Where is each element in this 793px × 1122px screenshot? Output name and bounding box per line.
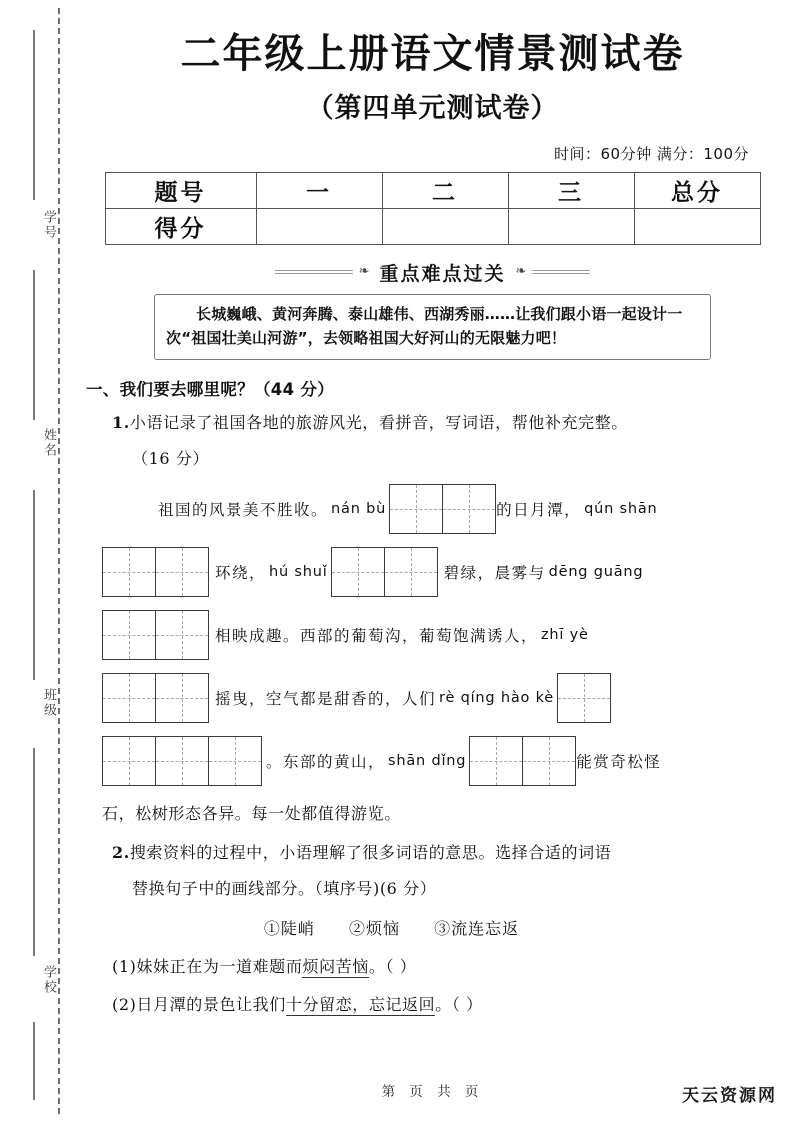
grid-cell[interactable] — [103, 548, 156, 596]
row-4-text-before: 摇曳，空气都是甜香的，人们 — [215, 690, 437, 709]
intro-scenario-box — [154, 294, 711, 360]
score-table-row-label: 得分 — [105, 209, 256, 245]
dashed-cut-line — [58, 8, 60, 1114]
leaf-icon: ❧ — [358, 264, 370, 280]
grid-cell[interactable] — [332, 548, 385, 596]
score-table-header-3: 三 — [508, 173, 634, 209]
question-2-text-1: 搜索资料的过程中，小语理解了很多词语的意思。选择合适的词语 — [129, 843, 612, 863]
answer-grid-box[interactable] — [102, 673, 209, 723]
grid-cell[interactable] — [156, 737, 209, 785]
ornament-title: 重点难点过关 — [379, 263, 506, 286]
row-1-pinyin-before: nán bù — [331, 501, 387, 518]
intro-paragraph: 长城巍峨、黄河奔腾、泰山雄伟、西湖秀丽……让我们跟小语一起设计一次“祖国壮美山河游”，去领略祖国大好河山的无限魅力吧！ — [166, 305, 683, 348]
answer-grid-box[interactable] — [331, 547, 438, 597]
binding-rule-segment — [33, 490, 35, 680]
question-2-stem-line-2: 替换句子中的画线部分。（填序号)(6 分） — [132, 878, 437, 898]
table-row — [105, 209, 760, 245]
binding-edge-margin — [0, 0, 72, 1122]
answer-grid-box[interactable] — [557, 673, 611, 723]
answer-grid-box[interactable] — [389, 484, 496, 534]
pinyin-row-5 — [86, 736, 767, 786]
item-2-prefix: (2)日月潭的景色让我们 — [112, 994, 286, 1014]
binding-rule-segment — [33, 270, 35, 420]
item-2-end: ） — [466, 994, 483, 1014]
question-1-stem — [86, 411, 767, 436]
exam-paper-page — [72, 0, 793, 1122]
score-table — [105, 172, 761, 245]
grid-cell[interactable] — [103, 737, 156, 785]
item-1-prefix: (1)妹妹正在为一道难题而 — [112, 956, 303, 976]
ornament-rule-left — [275, 270, 353, 276]
question-1-score: （16 分） — [132, 448, 210, 468]
grid-cell[interactable] — [209, 737, 261, 785]
choice-option-3[interactable]: ③流连忘返 — [434, 918, 520, 938]
question-2-item-2 — [86, 992, 767, 1015]
grid-cell[interactable] — [390, 485, 443, 533]
row-1-pinyin-after: qún shān — [584, 501, 658, 518]
section-ornament-heading — [163, 259, 703, 286]
binding-label-student-id: 学号 — [41, 210, 56, 240]
choice-option-2[interactable]: ②烦恼 — [348, 918, 400, 938]
question-2-number: 2. — [112, 843, 130, 863]
grid-cell[interactable] — [443, 485, 495, 533]
grid-cell[interactable] — [385, 548, 437, 596]
item-2-underlined-phrase: 十分留恋，忘记返回 — [285, 994, 436, 1014]
table-row — [105, 173, 760, 209]
pinyin-row-4 — [86, 673, 767, 723]
score-cell-total[interactable] — [634, 209, 760, 245]
score-cell-1[interactable] — [256, 209, 382, 245]
grid-cell[interactable] — [156, 674, 208, 722]
pinyin-row-1 — [86, 484, 767, 534]
section-one-heading: 一、我们要去哪里呢？（44 分） — [86, 379, 335, 399]
row-4-pinyin-before: rè qíng hào kè — [439, 690, 554, 707]
question-1-tail-line: 石，松树形态各异。每一处都值得游览。 — [102, 804, 401, 824]
row-2-text-after: 碧绿，晨雾与 — [443, 564, 546, 583]
question-2-item-1 — [86, 954, 767, 977]
score-table-row-label: 题号 — [105, 173, 256, 209]
row-1-text-before: 祖国的风景美不胜收。 — [158, 501, 329, 520]
item-1-suffix: 。（ — [368, 956, 395, 976]
item-1-underlined-phrase: 烦闷苦恼 — [302, 956, 369, 976]
grid-cell[interactable] — [470, 737, 523, 785]
page-footer: 第 页 共 页 — [381, 1084, 484, 1100]
binding-rule-segment — [33, 1022, 35, 1100]
row-5-text-before: 。东部的黄山， — [266, 753, 386, 772]
choice-option-1[interactable]: ①陡峭 — [263, 918, 315, 938]
question-2-stem-line-1 — [86, 841, 767, 866]
grid-cell[interactable] — [103, 611, 156, 659]
grid-cell[interactable] — [156, 611, 208, 659]
binding-label-school: 学校 — [41, 965, 56, 995]
pinyin-row-3 — [86, 610, 767, 660]
row-5-pinyin-before: shān dǐng — [388, 753, 467, 770]
row-2-pinyin-before: hú shuǐ — [269, 564, 328, 581]
page-title: 二年级上册语文情景测试卷 — [180, 31, 685, 77]
grid-cell[interactable] — [523, 737, 575, 785]
grid-cell[interactable] — [103, 674, 156, 722]
row-5-text-after: 能赏奇松怪 — [576, 753, 662, 772]
grid-cell[interactable] — [558, 674, 610, 722]
item-2-suffix: 。（ — [435, 994, 461, 1014]
leaf-icon: ❧ — [515, 264, 527, 280]
row-1-text-after: 的日月潭， — [496, 501, 582, 520]
binding-rule-segment — [33, 30, 35, 200]
score-table-header-2: 二 — [382, 173, 508, 209]
question-1-number: 1. — [112, 412, 130, 432]
row-3-pinyin-before: zhī yè — [541, 627, 589, 644]
score-cell-2[interactable] — [382, 209, 508, 245]
binding-rule-segment — [33, 748, 35, 956]
answer-grid-box[interactable] — [102, 736, 262, 786]
binding-label-name: 姓名 — [41, 428, 56, 458]
row-2-pinyin-after: dēng guāng — [548, 564, 644, 581]
binding-label-class: 班级 — [41, 688, 56, 718]
score-table-header-total: 总分 — [634, 173, 760, 209]
row-2-text-before: 环绕， — [215, 564, 267, 583]
exam-meta-info: 时间：60分钟 满分：100分 — [554, 145, 749, 164]
answer-grid-box[interactable] — [102, 547, 209, 597]
row-3-text-before: 相映成趣。西部的葡萄沟，葡萄饱满诱人， — [215, 627, 539, 646]
grid-cell[interactable] — [156, 548, 208, 596]
page-subtitle: （第四单元测试卷） — [306, 92, 559, 124]
question-2-choices — [86, 916, 767, 939]
question-1-text: 小语记录了祖国各地的旅游风光，看拼音，写词语，帮他补充完整。 — [129, 412, 628, 432]
ornament-rule-right — [532, 270, 590, 276]
site-watermark: 天云资源网 — [682, 1086, 777, 1106]
score-cell-3[interactable] — [508, 209, 634, 245]
answer-grid-box[interactable] — [102, 610, 209, 660]
answer-grid-box[interactable] — [469, 736, 576, 786]
score-table-header-1: 一 — [256, 173, 382, 209]
paper-content — [72, 376, 793, 1015]
pinyin-row-2 — [86, 547, 767, 597]
item-1-end: ） — [399, 956, 417, 976]
